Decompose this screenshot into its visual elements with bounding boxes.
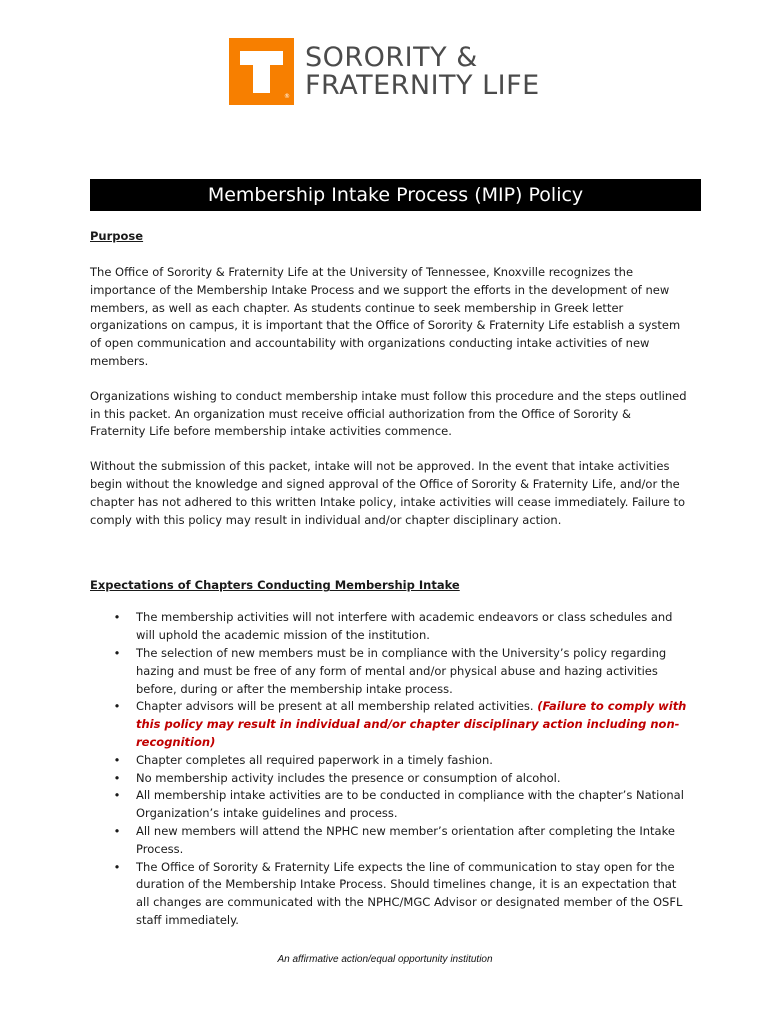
logo-line-1: SORORITY &: [305, 41, 478, 73]
page-title: Membership Intake Process (MIP) Policy: [90, 179, 701, 211]
power-t-logo-icon: [229, 38, 294, 105]
list-item: • The selection of new members must be in compliance with the University’s policy regarding hazing and must be free of any form of mental and/or physical abuse and hazing activities before, during or after the membership intake process.: [113, 645, 667, 696]
expectations-heading: Expectations of Chapters Conducting Membership Intake: [90, 578, 460, 593]
list-item: • All new members will attend the NPHC new member’s orientation after completing the Intake Process.: [113, 823, 675, 856]
list-item: • Chapter completes all required paperwork in a timely fashion.: [90, 752, 690, 770]
sorority-fraternity-life-logo: [229, 38, 540, 105]
purpose-heading: Purpose: [90, 229, 144, 243]
purpose-paragraph-2: Organizations wishing to conduct membership intake must follow this procedure and the steps outlined in this packet. An organization must receive official authorization from the Office of Sorority & Fraternity Life before membership intake activities commence.: [90, 388, 687, 439]
footer-disclaimer: An affirmative action/equal opportunity institution: [277, 954, 493, 965]
list-item: • Chapter advisors will be present at all membership related activities. (Failure to comply with this policy may result in individual and/or chapter disciplinary action including non-recognition): [113, 699, 687, 749]
bullet-icon: •: [113, 610, 121, 625]
bullet-icon: •: [113, 645, 121, 660]
list-item: • The membership activities will not interfere with academic endeavors or class schedules and will uphold the academic mission of the institution.: [113, 610, 673, 643]
logo-wordmark: [305, 41, 540, 101]
list-item: • No membership activity includes the presence or consumption of alcohol.: [90, 770, 690, 788]
purpose-paragraph-1: The Office of Sorority & Fraternity Life at the University of Tennessee, Knoxville recognizes the importance of the Membership Intake Process and we support the efforts in the development of new members, as well as each chapter. As students continue to seek membership in Greek letter organizations on campus, it is important that the Office of Sorority & Fraternity Life establish a system of open communication and accountability with organizations conducting intake activities of new members.: [90, 265, 681, 368]
bullet-icon: •: [113, 823, 121, 838]
warning-note: (Failure to comply with this policy may result in individual and/or chapter disciplinary action including non-recognition): [136, 699, 687, 749]
list-item: • The Office of Sorority & Fraternity Life expects the line of communication to stay open for the duration of the Membership Intake Process. Should timelines change, it is an expectation that all changes are communicated with the NPHC/MGC Advisor or designated member of the OSFL staff immediately.: [113, 859, 683, 927]
bullet-icon: •: [113, 752, 121, 767]
expectations-list: [90, 609, 690, 929]
list-item: • All membership intake activities are to be conducted in compliance with the chapter’s National Organization’s intake guidelines and process.: [113, 788, 684, 821]
document-body: [90, 228, 690, 930]
bullet-icon: •: [113, 770, 121, 785]
bullet-icon: •: [113, 699, 121, 714]
bullet-icon: •: [113, 788, 121, 803]
logo-line-2: FRATERNITY LIFE: [305, 69, 540, 101]
purpose-paragraph-3: Without the submission of this packet, intake will not be approved. In the event that intake activities begin without the knowledge and signed approval of the Office of Sorority & Fraternity Life, and/or the chapter has not adhered to this written Intake policy, intake activities will cease immediately. Failure to comply with this policy may result in individual and/or chapter disciplinary action.: [90, 459, 686, 527]
svg-text:®: ®: [284, 93, 290, 100]
bullet-icon: •: [113, 859, 121, 874]
